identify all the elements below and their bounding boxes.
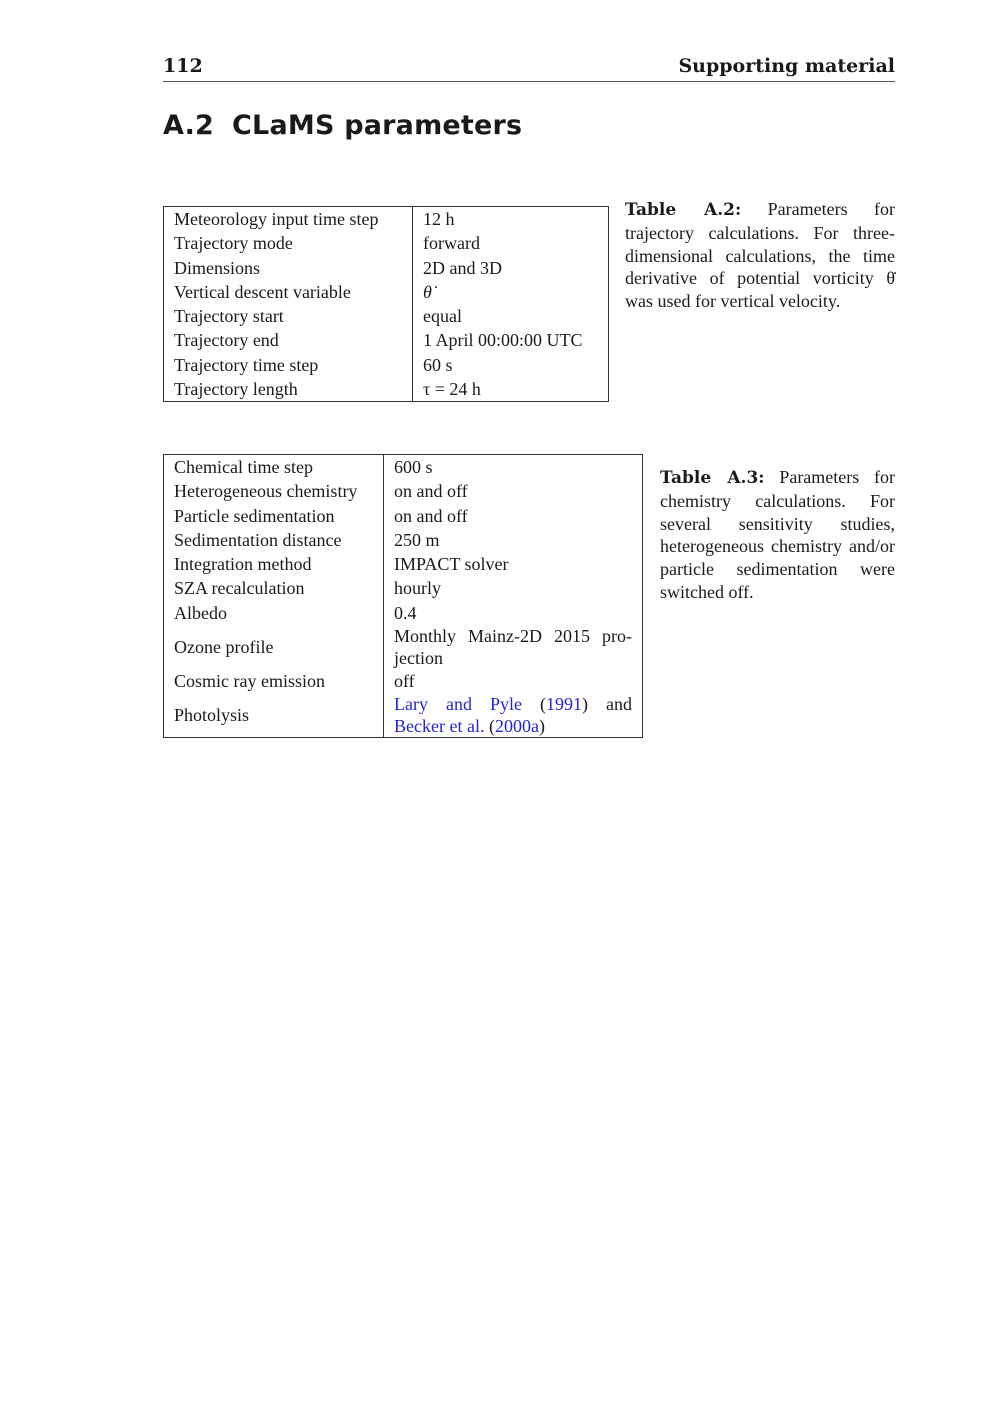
param-name: Chemical time step bbox=[164, 455, 384, 480]
table-row bbox=[164, 576, 643, 600]
table-row bbox=[164, 455, 643, 480]
param-value: τ = 24 h bbox=[423, 379, 481, 400]
param-name: Photolysis bbox=[164, 693, 384, 738]
param-value: forward bbox=[423, 233, 480, 254]
table-row bbox=[164, 256, 609, 280]
param-name: Trajectory length bbox=[164, 377, 413, 402]
param-name: Dimensions bbox=[164, 256, 413, 280]
param-value: 2D and 3D bbox=[423, 257, 502, 278]
chemistry-parameters-table bbox=[163, 454, 643, 738]
value-line: Becker et al. (2000a) bbox=[394, 716, 545, 737]
running-header bbox=[163, 55, 895, 82]
page-number: 112 bbox=[163, 55, 203, 77]
param-value bbox=[384, 625, 643, 669]
section-heading bbox=[163, 110, 522, 141]
section-title: CLaMS parameters bbox=[232, 110, 523, 141]
table-row bbox=[164, 231, 609, 255]
table-row bbox=[164, 552, 643, 576]
caption-label: Table A.3: bbox=[660, 468, 765, 488]
table-a2-caption bbox=[625, 198, 895, 313]
param-name: SZA recalculation bbox=[164, 576, 384, 600]
param-value: 0.4 bbox=[394, 602, 417, 623]
citation-link[interactable]: Lary and Pyle bbox=[394, 694, 522, 715]
citation-year-link[interactable]: 1991 bbox=[546, 694, 582, 715]
citation-year-link[interactable]: 2000a bbox=[494, 716, 539, 737]
value-line: jection bbox=[394, 648, 443, 669]
caption-text: Parameters for trajectory calculations. For three-dimensional calculations, the time derivative of potential vorticity θ̇ was used for vertical velocity. bbox=[625, 199, 895, 312]
citation-connector: and bbox=[606, 694, 633, 715]
table-row bbox=[164, 479, 643, 503]
table-row bbox=[164, 353, 609, 377]
param-value: 600 s bbox=[394, 457, 433, 477]
table-row bbox=[164, 625, 643, 669]
table-row bbox=[164, 207, 609, 232]
value-line: Lary and Pyle (1991) and bbox=[394, 694, 633, 715]
param-name: Heterogeneous chemistry bbox=[164, 479, 384, 503]
table-row bbox=[164, 328, 609, 352]
table-row bbox=[164, 669, 643, 693]
param-name: Trajectory start bbox=[164, 304, 413, 328]
param-value: hourly bbox=[394, 578, 441, 599]
table-row bbox=[164, 280, 609, 304]
param-value: equal bbox=[423, 306, 462, 327]
param-value bbox=[384, 693, 643, 738]
param-value: off bbox=[394, 671, 415, 692]
param-value: θ̇ bbox=[423, 281, 432, 302]
section-number: A.2 bbox=[163, 110, 215, 141]
param-value: on and off bbox=[394, 481, 468, 502]
param-value: IMPACT solver bbox=[394, 554, 509, 575]
param-value: on and off bbox=[394, 505, 468, 526]
trajectory-parameters-table bbox=[163, 206, 609, 402]
param-value: 250 m bbox=[394, 529, 440, 550]
citation-link[interactable]: Becker et al. bbox=[394, 716, 485, 737]
param-name: Cosmic ray emission bbox=[164, 669, 384, 693]
param-name: Sedimentation distance bbox=[164, 528, 384, 552]
table-row bbox=[164, 693, 643, 738]
table-a3-caption bbox=[660, 466, 895, 604]
param-value: 12 h bbox=[423, 209, 455, 229]
param-name: Particle sedimentation bbox=[164, 504, 384, 528]
param-name: Vertical descent variable bbox=[164, 280, 413, 304]
table-row bbox=[164, 377, 609, 402]
table-row bbox=[164, 504, 643, 528]
table-row bbox=[164, 601, 643, 625]
param-name: Trajectory mode bbox=[164, 231, 413, 255]
param-name: Albedo bbox=[164, 601, 384, 625]
caption-label: Table A.2: bbox=[625, 200, 742, 220]
param-value: 1 April 00:00:00 UTC bbox=[423, 330, 583, 351]
running-title: Supporting material bbox=[678, 55, 895, 77]
value-line: Monthly Mainz-2D 2015 pro- bbox=[394, 626, 632, 647]
table-row bbox=[164, 304, 609, 328]
param-name: Meteorology input time step bbox=[164, 207, 413, 232]
param-name: Trajectory time step bbox=[164, 353, 413, 377]
param-value: 60 s bbox=[423, 354, 453, 375]
caption-text: Parameters for chemistry calculations. For several sensitivity studies, heterogeneous chemistry and/or particle sedimentation were switched off. bbox=[660, 467, 895, 602]
param-name: Integration method bbox=[164, 552, 384, 576]
table-row bbox=[164, 528, 643, 552]
param-name: Trajectory end bbox=[164, 328, 413, 352]
param-name: Ozone profile bbox=[164, 625, 384, 669]
